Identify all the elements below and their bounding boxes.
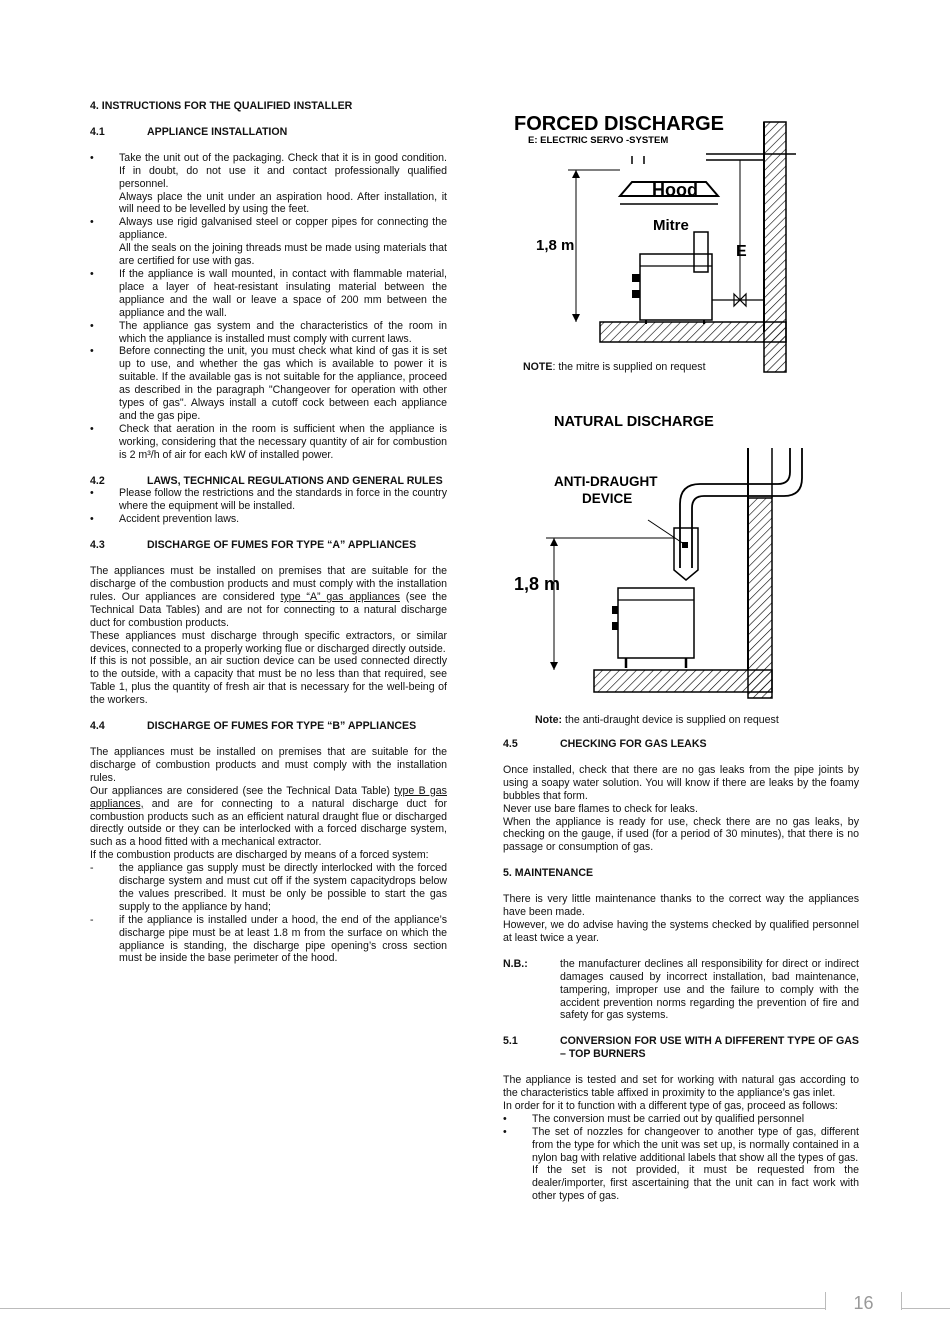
paragraph: If the combustion products are discharged by means of a forced system: [90, 849, 429, 862]
section-4-5-heading: 4.5 CHECKING FOR GAS LEAKS [503, 738, 707, 750]
paragraph: The appliances must be installed on premises that are suitable for the discharge of combustion products and must comply with the installation rules. [90, 745, 447, 784]
paragraph: In order for it to function with a different type of gas, proceed as follows: [503, 1099, 838, 1112]
paragraph: The appliance is tested and set for working with natural gas according to the characteristics table affixed in proximity to the appliance’s gas inlet. [503, 1074, 859, 1100]
section-4-2-heading: 4.2 LAWS, TECHNICAL REGULATIONS AND GENERAL RULES [90, 474, 443, 487]
chapter-title: 4. INSTRUCTIONS FOR THE QUALIFIED INSTALLER [90, 100, 353, 112]
list-item: • Always use rigid galvanised steel or copper pipes for connecting the appliance. All the seals on the joining threads must be made using materials that are certified for use with gas. [90, 216, 447, 268]
section-5-1-heading: 5.1 CONVERSION FOR USE WITH A DIFFERENT TYPE OF GAS – TOP BURNERS [503, 1035, 859, 1061]
diagram-title: NATURAL DISCHARGE [554, 414, 714, 430]
list-item: • Before connecting the unit, you must check what kind of gas it is set up to use, and whether the gas which is available to power it is suitable. If the available gas is not suitable for the appliance, proceed as described in the paragraph "Changeover for operation with other types of gas". Always install a cutoff cock between each appliance and the gas pipe. [90, 345, 447, 422]
natural-discharge-note: Note: the anti-draught device is supplied on request [535, 714, 779, 726]
list-item: • Accident prevention laws. [90, 513, 240, 526]
height-label: 1,8 m [536, 237, 575, 254]
e-label: E [736, 243, 747, 260]
list-item: • The conversion must be carried out by qualified personnel [503, 1112, 805, 1125]
section-5-heading: 5. MAINTENANCE [503, 867, 594, 880]
list-item: - the appliance gas supply must be directly interlocked with the forced discharge system and must cut off if the system capacitydrops below the values prescribed. It must be only be possible to start the gas supply to the appliance by hand; [90, 862, 447, 913]
page-number: 16 [853, 1293, 874, 1313]
nb-note: N.B.: the manufacturer declines all responsibility for direct or indirect damages caused by incorrect installation, bad maintenance, tampering, improper use and the failure to comply with the accident prevention norms regarding the prevention of fire and safety for gas systems. [503, 957, 859, 1022]
right-column [503, 738, 859, 1203]
mitre-label: Mitre [653, 217, 689, 234]
footer-rule [0, 1308, 825, 1309]
paragraph: These appliances must discharge through specific extractors, or similar devices, connected to a properly working flue or discharged directly outside. [90, 629, 447, 655]
section-4-3-heading: 4.3 DISCHARGE OF FUMES FOR TYPE “A” APPLIANCES [90, 539, 417, 552]
diagram-title: FORCED DISCHARGE [514, 113, 725, 135]
paragraph: When the appliance is ready for use, check there are no gas leaks, by checking on the gauge, if used (for a period of 30 minutes), that there is no passage or consumption of gas. [503, 815, 859, 854]
list-item: - if the appliance is installed under a hood, the end of the appliance’s discharge pipe must be at least 1.8 m from the surface on which the appliance is standing, the discharge pipe opening’s cross section must be inside the base perimeter of the hood. [90, 913, 447, 965]
paragraph: Never use bare flames to check for leaks. [503, 802, 698, 815]
paragraph: The appliances must be installed on premises that are suitable for the discharge of the combustion products and must comply with the installation rules. Our appliances are considered type “A” gas appliances (see the Technical Data Tables) and are not for connecting to a natural discharge duct for combustion products. [90, 565, 447, 629]
list-item: • Check that aeration in the room is sufficient when the appliance is working, considering that the necessary quantity of air for combustion is 2 m³/h of air for each kW of installed power. [90, 422, 447, 461]
section-4-4-heading: 4.4 DISCHARGE OF FUMES FOR TYPE “B” APPLIANCES [90, 720, 417, 733]
footer-rule [902, 1308, 950, 1309]
device-label-line2: DEVICE [582, 491, 633, 506]
paragraph: However, we do advise having the systems checked by qualified personnel at least twice a year. [503, 918, 859, 944]
height-label: 1,8 m [514, 574, 561, 594]
list-item: • The set of nozzles for changeover to another type of gas, different from the type for which the unit was set up, is normally contained in a nylon bag with relative additional labels that show all the types of gas. If the set is not provided, it must be requested from the dealer/importer, first ascertaining that the unit can in fact work with other types of gas. [503, 1125, 859, 1203]
list-item: • The appliance gas system and the characteristics of the room in which the appliance is installed must comply with current laws. [90, 319, 447, 345]
device-label-line1: ANTI-DRAUGHT [554, 474, 658, 489]
paragraph: If this is not possible, an air suction device can be used connected directly to the outside, with a capacity that must be no less than that required, see Table 1, plus the quantity of fresh air that is necessary for the well-being of the workers. [90, 655, 447, 707]
paragraph: Once installed, check that there are no gas leaks from the pipe joints by using a soapy water solution. You will know if there are leaks by the foamy bubbles that form. [503, 763, 859, 802]
list-item: • Take the unit out of the packaging. Check that it is in good condition. If in doubt, do not use it and contact professionally qualified personnel. Always place the unit under an aspiration hood. After installation, it will need to be levelled by using the feet. [90, 151, 447, 216]
list-item: • If the appliance is wall mounted, in contact with flammable material, place a layer of heat-resistant insulating material between the appliance and the wall or leave a space of 200 mm between the appliance and the wall. [90, 267, 447, 319]
list-item: • Please follow the restrictions and the standards in force in the country where the equipment will be installed. [90, 487, 447, 513]
forced-discharge-note: NOTE: the mitre is supplied on request [523, 361, 706, 373]
forced-discharge-figure [508, 104, 832, 380]
paragraph: Our appliances are considered (see the Technical Data Table) type B gas appliances, and are for connecting to a natural discharge duct for combustion products such as an efficient natural draught flue or discharged directly outside or they can be interlocked with a forced discharge system, such as a hood fitted with a mechanical extractor. [90, 784, 447, 849]
section-4-1-heading: 4.1 APPLIANCE INSTALLATION [90, 125, 288, 138]
natural-discharge-diagram [508, 408, 848, 708]
diagram-subtitle: E: ELECTRIC SERVO -SYSTEM [528, 135, 669, 146]
natural-discharge-figure [508, 408, 848, 708]
hood-label: Hood [652, 180, 698, 200]
paragraph: There is very little maintenance thanks to the correct way the appliances have been made. [503, 893, 859, 919]
left-column [90, 100, 447, 965]
forced-discharge-diagram [508, 104, 832, 380]
